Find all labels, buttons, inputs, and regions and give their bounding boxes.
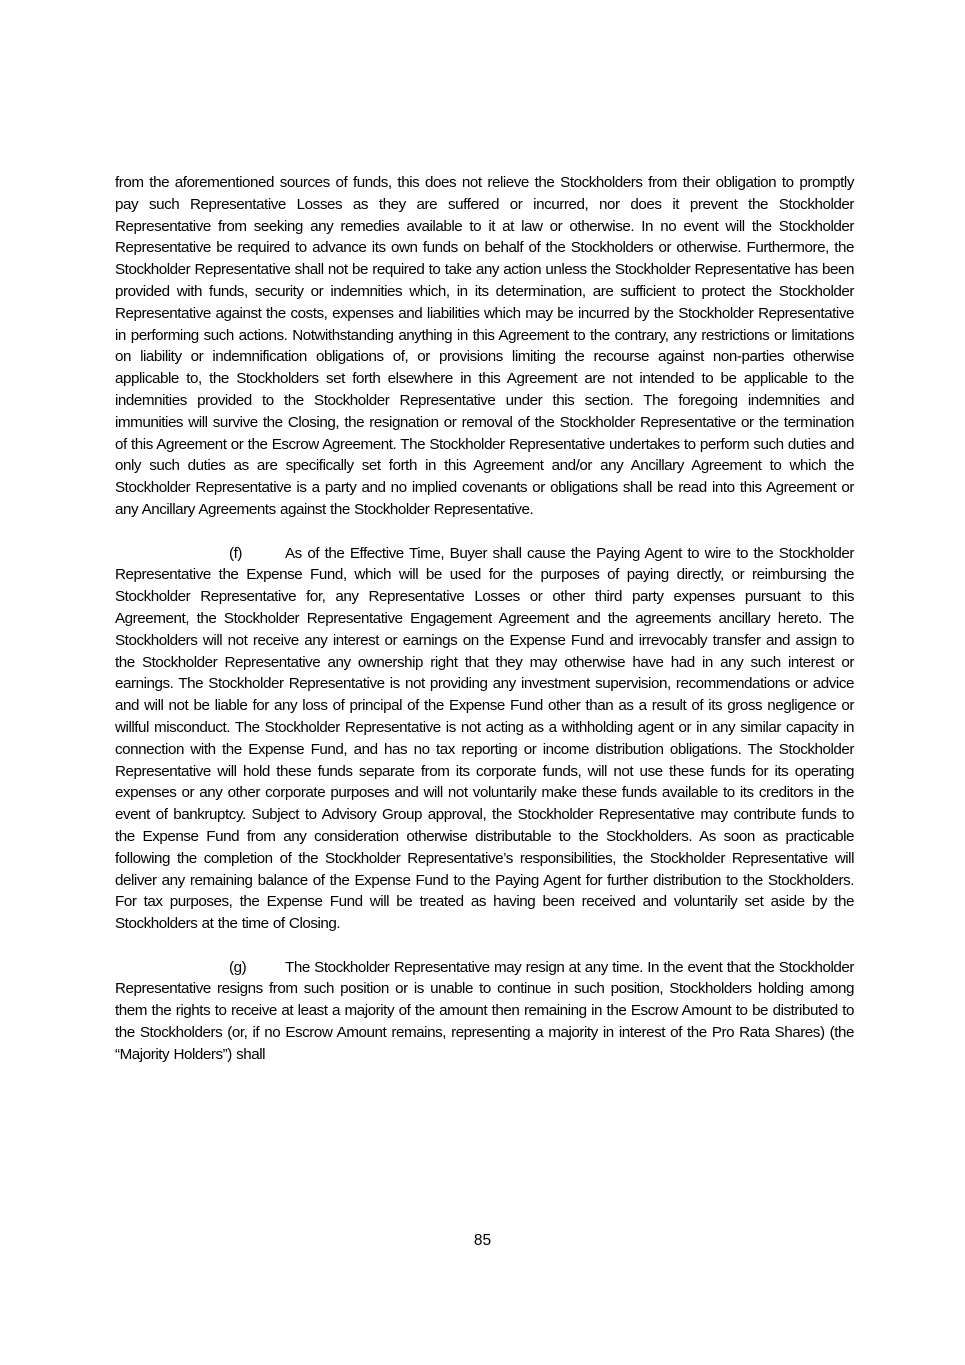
section-label-g: (g) — [229, 958, 247, 976]
paragraph-g — [115, 957, 854, 1066]
paragraph-continuation — [115, 172, 854, 521]
page-number: 85 — [473, 1232, 492, 1249]
paragraph-f — [115, 543, 854, 935]
paragraph-text: from the aforementioned sources of funds, this does not relieve the Stockholders from their obligation to promptly pay such Representative Losses as they are suffered or incurred, nor does it prevent the Stockholder Representative from seeking any remedies available to it at law or otherwise. In no event will the Stockholder Representative be required to advance its own funds on behalf of the Stockholders or otherwise. Furthermore, the Stockholder Representative shall not be required to take any action unless the Stockholder Representative has been provided with funds, security or indemnities which, in its determination, are sufficient to protect the Stockholder Representative against the costs, expenses and liabilities which may be incurred by the Stockholder Representative in performing such actions. Notwithstanding anything in this Agreement to the contrary, any restrictions or limitations on liability or indemnification obligations of, or provisions limiting the recourse against non-parties otherwise applicable to, the Stockholders set forth elsewhere in this Agreement are not intended to be applicable to the indemnities provided to the Stockholder Representative under this section. The foregoing indemnities and immunities will survive the Closing, the resignation or removal of the Stockholder Representative or the termination of this Agreement or the Escrow Agreement. The Stockholder Representative undertakes to perform such duties and only such duties as are specifically set forth in this Agreement and/or any Ancillary Agreement to which the Stockholder Representative is a party and no implied covenants or obligations shall be read into this Agreement or any Ancillary Agreements against the Stockholder Representative. — [115, 174, 855, 518]
section-label-f: (f) — [229, 544, 242, 562]
paragraph-text: The Stockholder Representative may resign at any time. In the event that the Stockholder Representative resigns from such position or is unable to continue in such position, Stockholders holding among them the rights to receive at least a majority of the amount then remaining in the Escrow Amount to be distributed to the Stockholders (or, if no Escrow Amount remains, representing a majority in interest of the Pro Rata Shares) (the “Majority Holders”) shall — [115, 958, 854, 1063]
document-page — [115, 172, 854, 1066]
paragraph-text: As of the Effective Time, Buyer shall cause the Paying Agent to wire to the Stockholder Representative the Expense Fund, which will be used for the purposes of paying directly, or reimbursing the Stockholder Representative for, any Representative Losses or other third party expenses pursuant to this Agreement, the Stockholder Representative Engagement Agreement and the agreements ancillary hereto. The Stockholders will not receive any interest or earnings on the Expense Fund and irrevocably transfer and assign to the Stockholder Representative any ownership right that they may otherwise have had in any such interest or earnings. The Stockholder Representative is not providing any investment supervision, recommendations or advice and will not be liable for any loss of principal of the Expense Fund other than as a result of its gross negligence or willful misconduct. The Stockholder Representative is not acting as a withholding agent or in any similar capacity in connection with the Expense Fund, and has no tax reporting or income distribution obligations. The Stockholder Representative will hold these funds separate from its corporate funds, will not use these funds for its operating expenses or any other corporate purposes and will not voluntarily make these funds available to its creditors in the event of bankruptcy. Subject to Advisory Group approval, the Stockholder Representative may contribute funds to the Expense Fund from any consideration otherwise distributable to the Stockholders. As soon as practicable following the completion of the Stockholder Representative’s responsibilities, the Stockholder Representative will deliver any remaining balance of the Expense Fund to the Paying Agent for further distribution to the Stockholders. For tax purposes, the Expense Fund will be treated as having been received and voluntarily set aside by the Stockholders at the time of Closing. — [115, 544, 854, 933]
